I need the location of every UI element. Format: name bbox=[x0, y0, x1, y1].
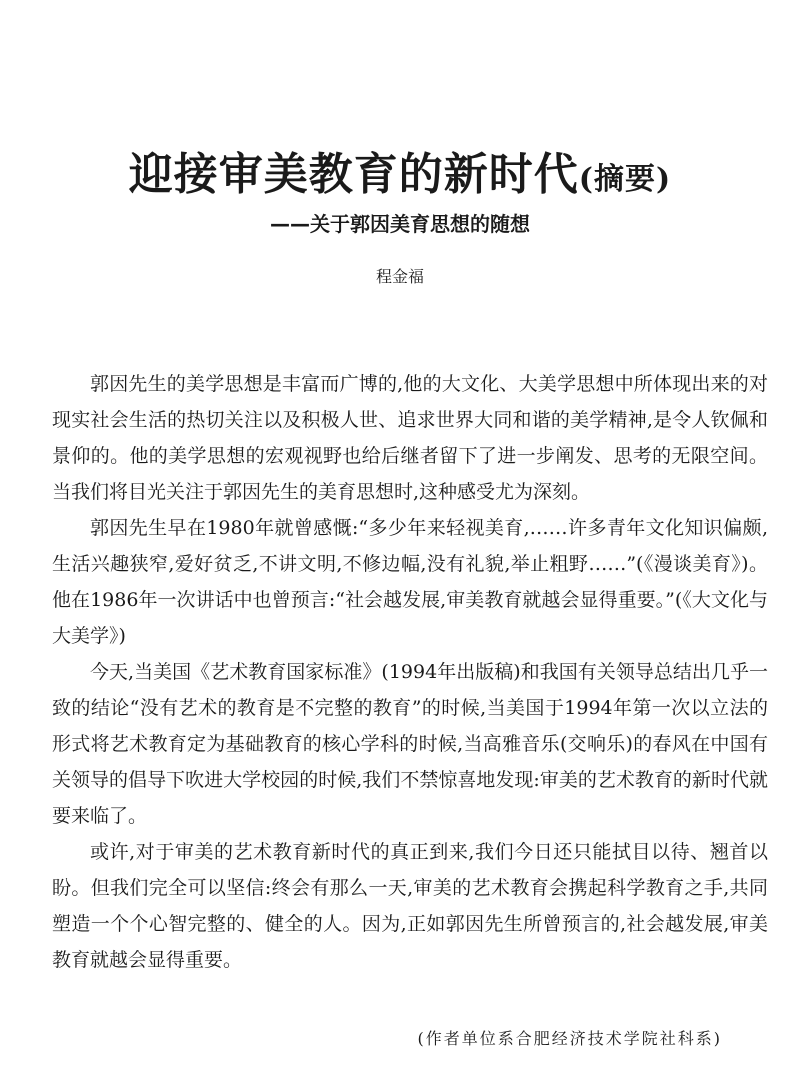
title-suffix: (摘要) bbox=[578, 162, 672, 197]
paragraph-4: 或许,对于审美的艺术教育新时代的真正到来,我们今日还只能拭目以待、翘首以盼。但我们完全可以坚信:终会有那么一天,审美的艺术教育会携起科学教育之手,共同塑造一个个心智完整的、健全的人。因为,正如郭因先生所曾预言的,社会越发展,审美教育就越会显得重要。 bbox=[52, 841, 768, 971]
author-name: 程金福 bbox=[375, 267, 424, 286]
paragraph-2: 郭因先生早在1980年就曾感慨:“多少年来轻视美育,……许多青年文化知识偏颇,生活兴趣狭窄,爱好贫乏,不讲文明,不修边幅,没有礼貌,举止粗野……”(《漫谈美育》)。他在1986年一次讲话中也曾预言:“社会越发展,审美教育就越会显得重要。”(《大文化与大美学》) bbox=[52, 517, 768, 647]
article-subtitle: ——关于郭因美育思想的随想 bbox=[270, 212, 530, 236]
paragraph-3: 今天,当美国《艺术教育国家标准》(1994年出版稿)和我国有关领导总结出几乎一致的结论“没有艺术的教育是不完整的教育”的时候,当美国于1994年第一次以立法的形式将艺术教育定为基础教育的核心学科的时候,当高雅音乐(交响乐)的春风在中国有关领导的倡导下吹进大学校园的时候,我们不禁惊喜地发现:审美的艺术教育的新时代就要来临了。 bbox=[52, 661, 768, 827]
article-title bbox=[0, 138, 800, 202]
paragraph-1: 郭因先生的美学思想是丰富而广博的,他的大文化、大美学思想中所体现出来的对现实社会生活的热切关注以及积极人世、追求世界大同和谐的美学精神,是令人钦佩和景仰的。他的美学思想的宏观视野也给后继者留下了进一步阐发、思考的无限空间。当我们将目光关注于郭因先生的美育思想时,这种感受尤为深刻。 bbox=[52, 373, 768, 503]
article-body bbox=[52, 366, 768, 978]
title-main: 迎接审美教育的新时代 bbox=[128, 149, 579, 200]
author-affiliation: (作者单位系合肥经济技术学院社科系) bbox=[417, 1029, 722, 1048]
